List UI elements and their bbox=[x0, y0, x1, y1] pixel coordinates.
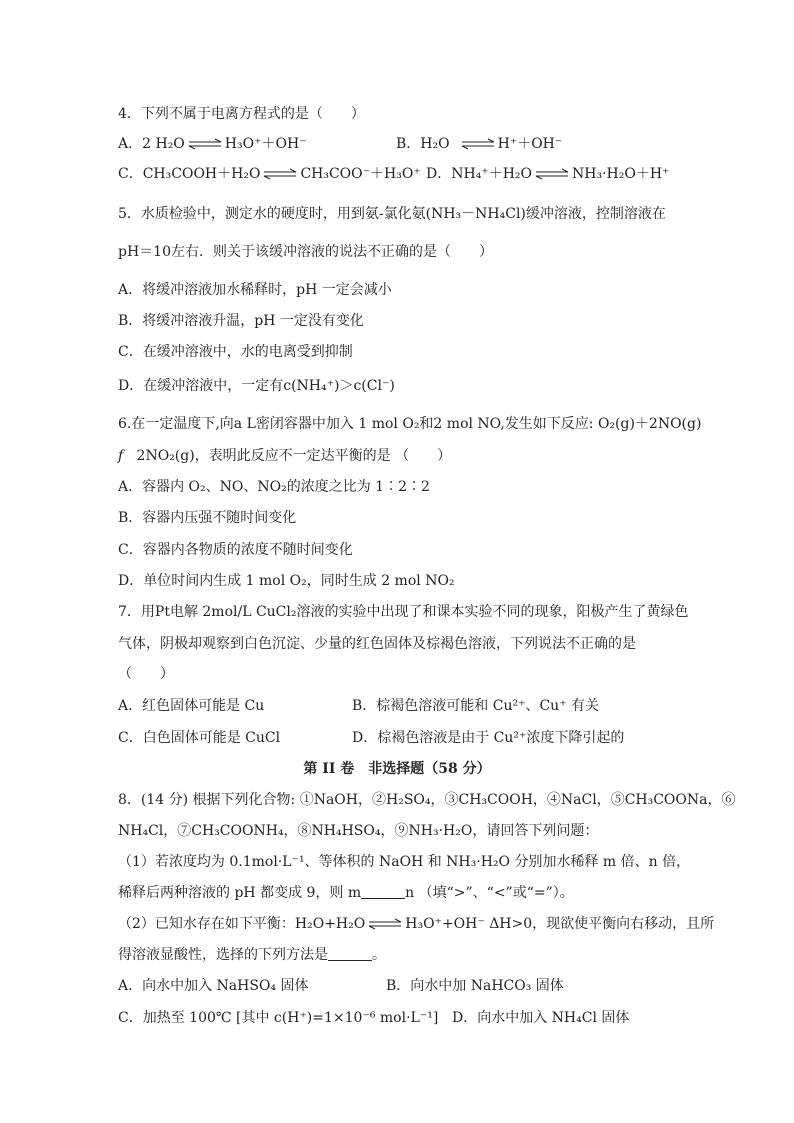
q4-c-right: CH₃COO⁻＋H₃O⁺ bbox=[300, 166, 421, 182]
q4-b-left: H₂O bbox=[420, 136, 450, 152]
q6-option-c: C．容器内各物质的浓度不随时间变化 bbox=[118, 542, 353, 558]
equilibrium-arrow-icon bbox=[460, 138, 496, 150]
q4-a-label: A． bbox=[118, 136, 143, 152]
q5-option-a: A．将缓冲溶液加水稀释时，pH 一定会减小 bbox=[118, 282, 392, 298]
q8-option-b: B．向水中加 NaHCO₃ 固体 bbox=[386, 978, 564, 994]
q8-part1-line2 bbox=[118, 883, 574, 903]
equilibrium-arrow-icon bbox=[367, 918, 403, 930]
q6-stem-line2 bbox=[118, 446, 451, 466]
equilibrium-arrow-icon bbox=[262, 168, 298, 180]
q4-option-a bbox=[118, 134, 307, 154]
equilibrium-arrow-icon bbox=[534, 168, 570, 180]
q7-stem-line3: （ ） bbox=[118, 666, 174, 682]
q8-part2-text-d: 。 bbox=[372, 947, 386, 963]
q5-option-b: B．将缓冲溶液升温，pH 一定没有变化 bbox=[118, 313, 364, 329]
section-title: 第 II 卷 非选择题（58 分） bbox=[303, 761, 491, 777]
q8-part2-line1 bbox=[118, 914, 714, 934]
q8-part2-line2 bbox=[118, 945, 386, 965]
q4-c-left: CH₃COOH＋H₂O bbox=[142, 166, 261, 182]
q4-c-label: C． bbox=[118, 166, 143, 182]
q6-option-a: A．容器内 O₂、NO、NO₂的浓度之比为 1∶2∶2 bbox=[118, 479, 430, 495]
q7-stem-line1: 7．用Pt电解 2mol/L CuCl₂溶液的实验中出现了和课本实验不同的现象，阳极产生了黄绿色 bbox=[118, 604, 689, 620]
q8-part1-text-a: 稀释后两种溶液的 pH 都变成 9，则 m bbox=[118, 885, 362, 901]
q7-option-a: A．红色固体可能是 Cu bbox=[118, 698, 265, 714]
q8-option-a: A．向水中加入 NaHSO₄ 固体 bbox=[118, 978, 309, 994]
q4-option-d bbox=[426, 164, 669, 184]
q4-a-right: H₃O⁺＋OH⁻ bbox=[224, 136, 307, 152]
q6-option-b: B．容器内压强不随时间变化 bbox=[118, 510, 297, 526]
answer-blank[interactable] bbox=[328, 946, 372, 961]
q4-option-b bbox=[396, 134, 562, 154]
q5-option-d: D．在缓冲溶液中，一定有c(NH₄⁺)＞c(Cl⁻) bbox=[118, 378, 395, 394]
q8-option-c: C．加热至 100℃ [其中 c(H⁺)=1×10⁻⁶ mol·L⁻¹] bbox=[118, 1010, 439, 1026]
q8-part2-text-a: （2）已知水存在如下平衡：H₂O+H₂O bbox=[118, 916, 366, 932]
q7-option-d: D．棕褐色溶液是由于 Cu²⁺浓度下降引起的 bbox=[352, 730, 625, 746]
q5-stem-line1: 5．水质检验中，测定水的硬度时，用到氨-氯化氨(NH₃－NH₄Cl)缓冲溶液，控制溶液在 bbox=[118, 206, 666, 222]
q4-stem: 4．下列不属于电离方程式的是（ ） bbox=[118, 106, 365, 122]
q6-stem-line1: 6.在一定温度下,向a L密闭容器中加入 1 mol O₂和2 mol NO,发生如下反应: O₂(g)＋2NO(g) bbox=[118, 416, 702, 432]
q4-option-c bbox=[118, 164, 421, 184]
q4-b-label: B． bbox=[396, 136, 421, 152]
q4-d-left: NH₄⁺＋H₂O bbox=[451, 166, 532, 182]
q6-stem-text: 2NO₂(g)，表明此反应不一定达平衡的是 （ ） bbox=[136, 448, 452, 464]
q4-d-right: NH₃·H₂O＋H⁺ bbox=[572, 166, 670, 182]
answer-blank[interactable] bbox=[361, 884, 405, 899]
q7-option-b: B．棕褐色溶液可能和 Cu²⁺、Cu⁺ 有关 bbox=[352, 698, 600, 714]
equilibrium-arrow-icon bbox=[187, 138, 223, 150]
q6-f-glyph: f bbox=[118, 448, 124, 464]
q8-option-d: D．向水中加入 NH₄Cl 固体 bbox=[452, 1010, 630, 1026]
q8-part1-text-b: n （填“>”、“<”或“=”）。 bbox=[405, 885, 574, 901]
q8-part2-text-c: 得溶液显酸性，选择的下列方法是 bbox=[118, 947, 328, 963]
q8-stem-line1: 8．(14 分) 根据下列化合物: ①NaOH，②H₂SO₄，③CH₃COOH，④NaCl，⑤CH₃COONa，⑥ bbox=[118, 792, 736, 808]
q8-stem-line2: NH₄Cl，⑦CH₃COONH₄，⑧NH₄HSO₄，⑨NH₃·H₂O，请回答下列问题： bbox=[118, 823, 599, 839]
q6-option-d: D．单位时间内生成 1 mol O₂，同时生成 2 mol NO₂ bbox=[118, 573, 455, 589]
q8-part1-line1: （1）若浓度均为 0.1mol·L⁻¹、等体积的 NaOH 和 NH₃·H₂O 分别加水稀释 m 倍、n 倍， bbox=[118, 854, 691, 870]
q5-option-c: C．在缓冲溶液中，水的电离受到抑制 bbox=[118, 344, 353, 360]
q5-stem-line2: pH＝10左右．则关于该缓冲溶液的说法不正确的是（ ） bbox=[118, 244, 493, 260]
q8-part2-text-b: H₃O⁺+OH⁻ ΔH>0，现欲使平衡向右移动，且所 bbox=[405, 916, 715, 932]
q7-option-c: C．白色固体可能是 CuCl bbox=[118, 730, 281, 746]
q4-a-left: 2 H₂O bbox=[142, 136, 185, 152]
q4-b-right: H⁺＋OH⁻ bbox=[497, 136, 563, 152]
q4-d-label: D． bbox=[426, 166, 452, 182]
q7-stem-line2: 气体，阴极却观察到白色沉淀、少量的红色固体及棕褐色溶液，下列说法不正确的是 bbox=[118, 636, 636, 652]
